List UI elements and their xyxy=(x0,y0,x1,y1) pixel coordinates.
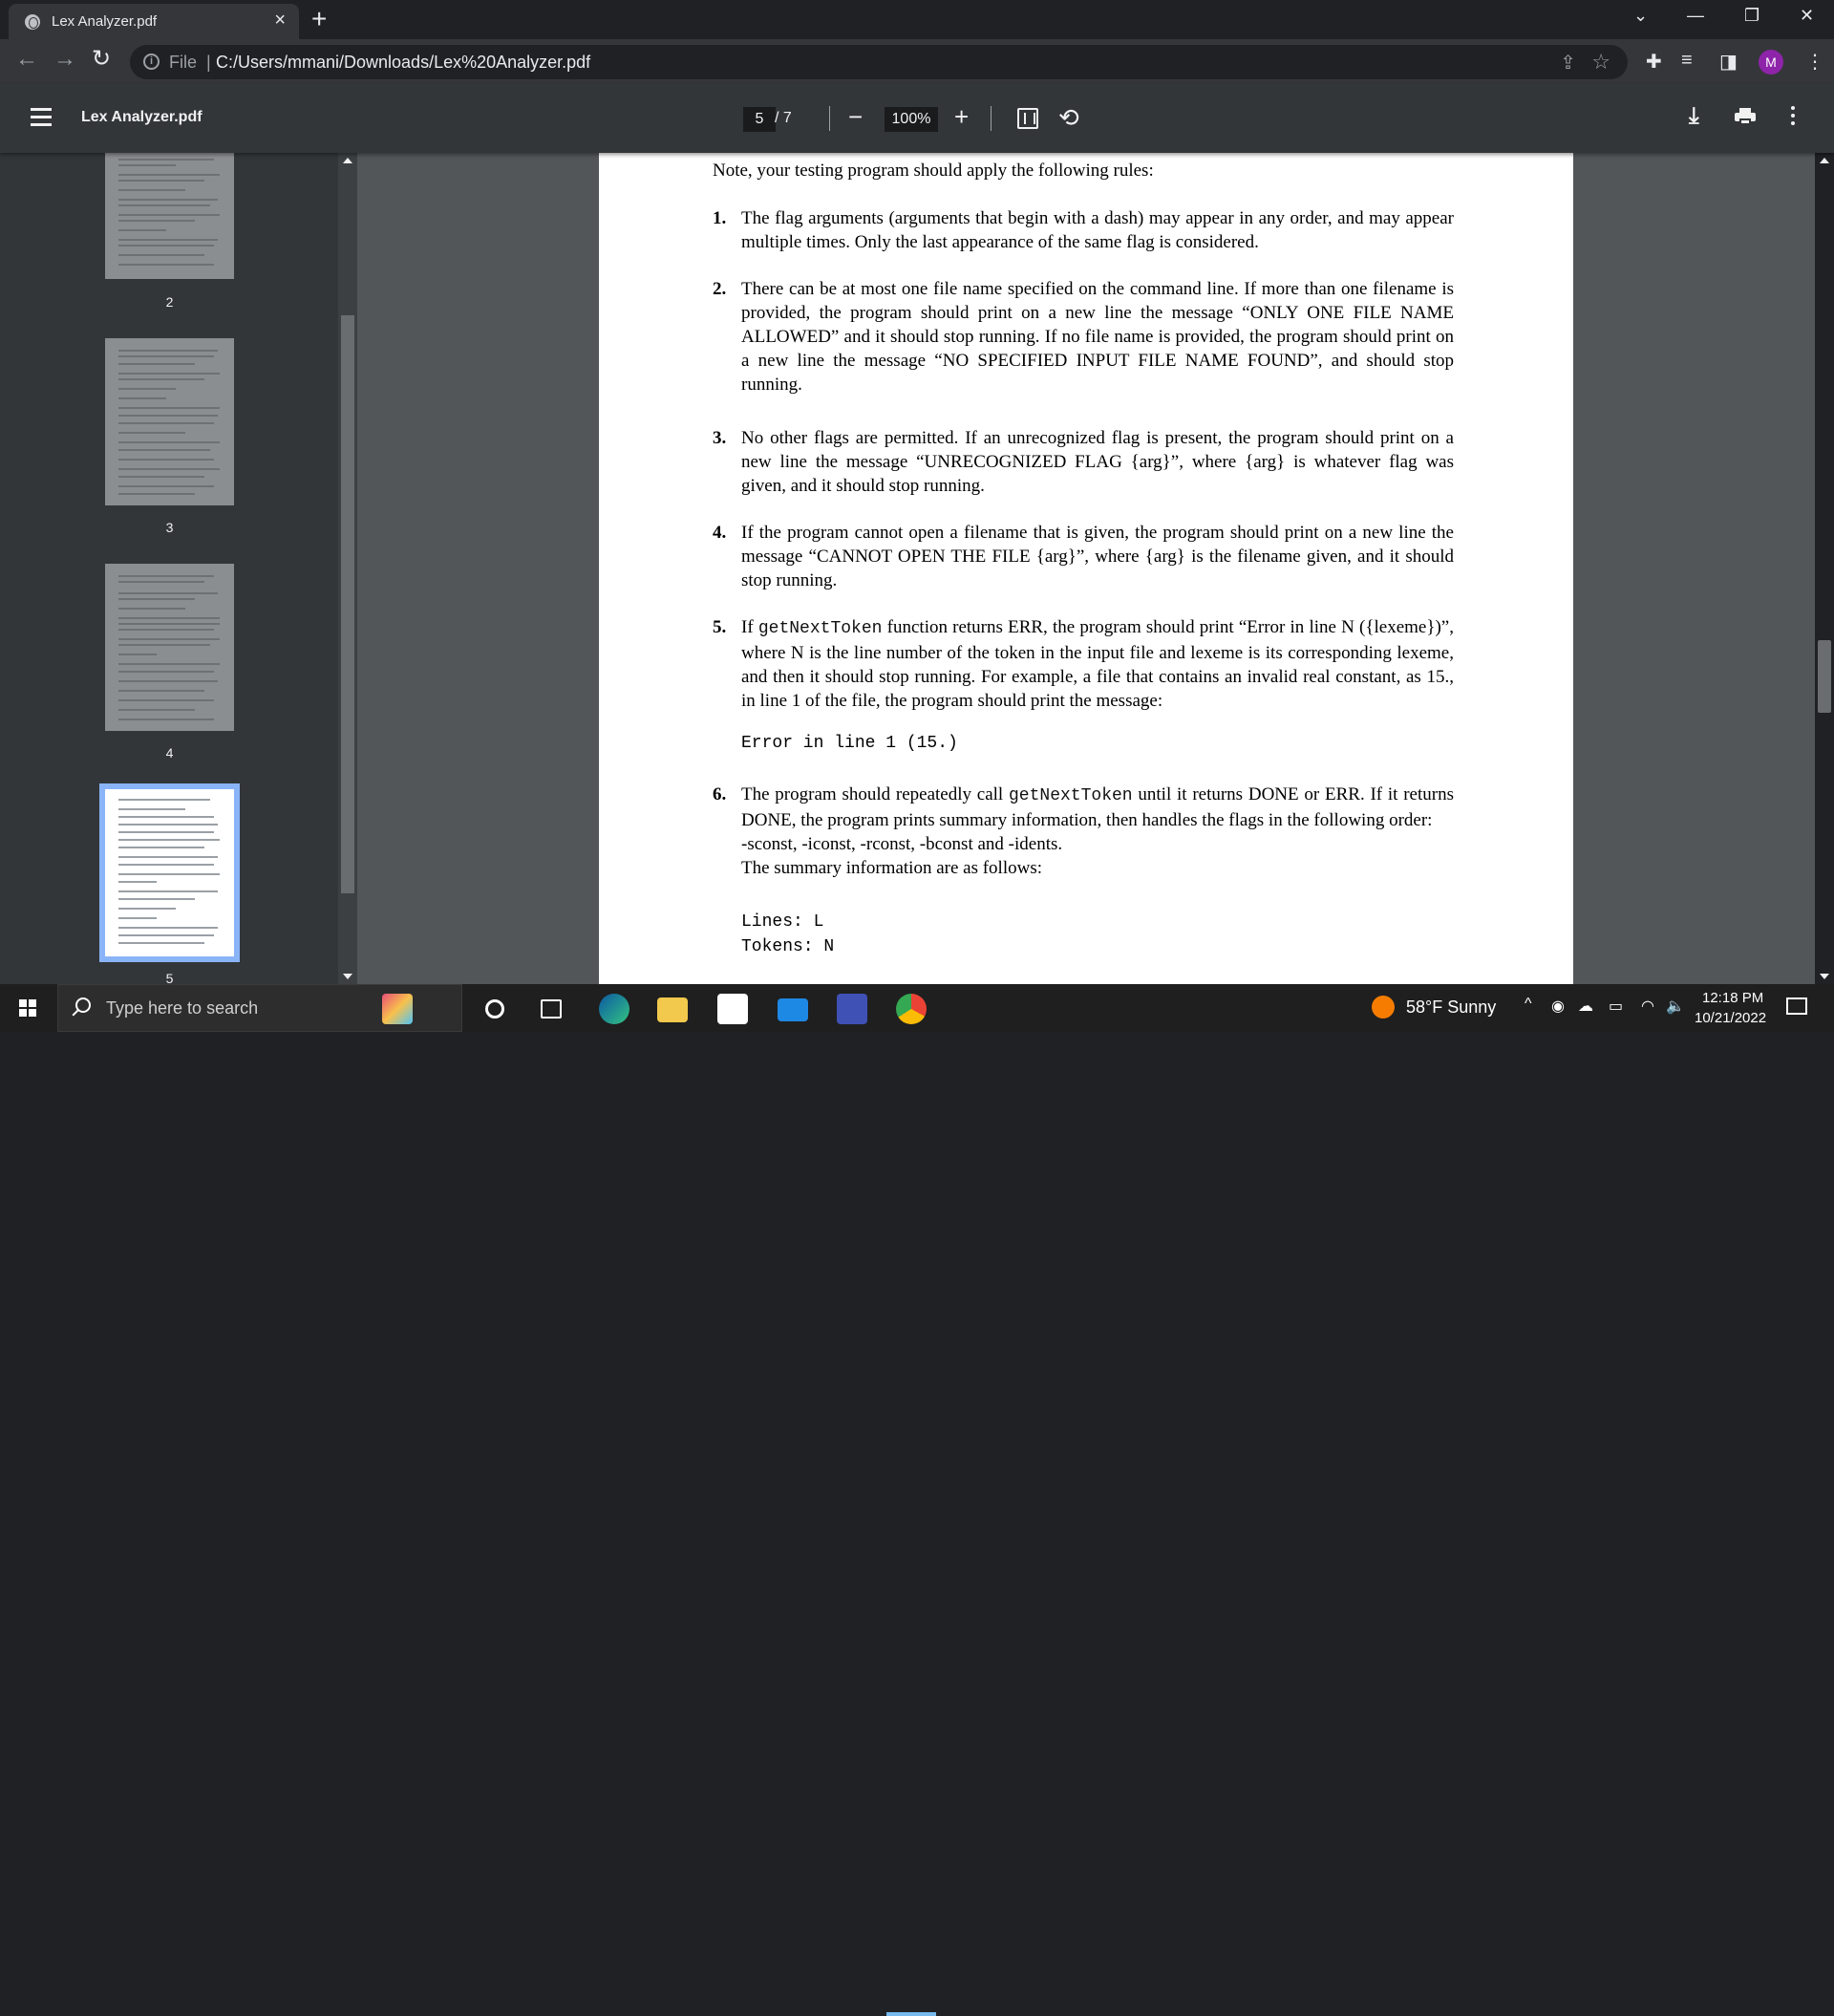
scrollbar-thumb[interactable] xyxy=(1818,640,1831,713)
zoom-out-icon[interactable]: − xyxy=(848,102,864,131)
error-example-code: Error in line 1 (15.) xyxy=(741,734,958,753)
rule-item xyxy=(713,783,1454,880)
rules-intro: Note, your testing program should apply the following rules: xyxy=(713,161,1154,181)
show-hidden-icons-icon[interactable]: ^ xyxy=(1525,996,1532,1012)
task-view-icon[interactable] xyxy=(541,999,562,1019)
rule-text: No other flags are permitted. If an unrecognized flag is present, the program should print on a new line the message “UNRECOGNIZED FLAG {arg}”, where {arg} is whatever flag was given, and it should stop running. xyxy=(741,428,1454,496)
rule-number: 5. xyxy=(713,617,727,637)
document-title: Lex Analyzer.pdf xyxy=(81,109,203,125)
clock-date[interactable]: 10/21/2022 xyxy=(1695,1010,1767,1026)
zoom-in-icon[interactable]: + xyxy=(954,102,970,131)
summary-intro-line: The summary information are as follows: xyxy=(741,858,1043,878)
chrome-menu-icon[interactable]: ⋮ xyxy=(1805,52,1824,73)
browser-tab[interactable] xyxy=(9,4,299,39)
sidebar-scrollbar[interactable] xyxy=(338,153,357,984)
meet-now-icon[interactable]: ◉ xyxy=(1551,998,1565,1015)
toolbar-divider xyxy=(829,106,830,131)
thumbnail-page-number: 2 xyxy=(165,294,174,310)
tab-search-icon[interactable]: ⌄ xyxy=(1633,6,1649,25)
battery-icon[interactable]: ▭ xyxy=(1609,998,1624,1015)
rule-number: 3. xyxy=(713,428,727,448)
close-tab-icon[interactable]: × xyxy=(274,10,286,31)
rule-item xyxy=(713,521,1454,592)
page-thumbnail-active[interactable] xyxy=(105,789,234,956)
summary-line: Tokens: N xyxy=(741,937,835,956)
minimize-icon[interactable]: — xyxy=(1687,6,1704,25)
onedrive-cloud-icon[interactable]: ☁ xyxy=(1578,998,1593,1015)
scroll-up-arrow-icon[interactable] xyxy=(343,158,352,163)
browser-tab-strip xyxy=(0,0,1834,39)
rule-number: 2. xyxy=(713,279,727,299)
rotate-icon[interactable]: ⟲ xyxy=(1058,103,1079,132)
forward-icon[interactable]: → xyxy=(53,46,76,72)
scrollbar-thumb[interactable] xyxy=(341,315,354,893)
windows-taskbar xyxy=(0,984,1834,1032)
zoom-level-input[interactable]: 100% xyxy=(885,107,938,132)
globe-icon xyxy=(25,14,40,30)
mail-icon[interactable] xyxy=(778,998,808,1021)
thumbnail-page-number: 4 xyxy=(165,745,174,761)
extensions-puzzle-icon[interactable]: ✚ xyxy=(1646,52,1662,73)
url-divider: | xyxy=(206,53,211,72)
download-icon[interactable]: ⤓ xyxy=(1689,103,1699,129)
document-scrollbar[interactable] xyxy=(1815,153,1834,984)
share-icon[interactable]: ⇪ xyxy=(1560,53,1576,74)
weather-text[interactable]: 58°F Sunny xyxy=(1406,997,1497,1017)
rule-text: If the program cannot open a filename that is given, the program should print on a new line the message “CANNOT OPEN THE FILE {arg}”, where {arg} is the filename given, and it should stop running. xyxy=(741,523,1454,590)
active-app-indicator xyxy=(886,2012,936,2016)
rule-text: If getNextToken function returns ERR, the program should print “Error in line N ({lexeme})”, where N is the line number of the token in the input file and lexeme is its corresponding lexeme, and then it should stop running. For example, a file that contains an invalid real constant, as 15., in line 1 of the file, the program should print the message: xyxy=(741,617,1454,711)
cortana-icon[interactable] xyxy=(485,999,504,1019)
thumbnail-page-number: 5 xyxy=(165,971,174,984)
page-thumbnail[interactable] xyxy=(105,153,234,279)
weather-sun-icon[interactable] xyxy=(1372,996,1395,1019)
document-viewport xyxy=(357,153,1815,984)
menu-hamburger-icon[interactable] xyxy=(31,108,52,127)
microsoft-store-icon[interactable] xyxy=(717,994,748,1024)
page-thumbnail[interactable] xyxy=(105,564,234,731)
volume-icon[interactable]: 🔈 xyxy=(1666,998,1685,1015)
side-panel-icon[interactable]: ◨ xyxy=(1719,52,1738,73)
chrome-taskbar-icon[interactable] xyxy=(896,994,927,1024)
browser-toolbar xyxy=(0,39,1834,84)
close-window-icon[interactable]: ✕ xyxy=(1800,6,1815,25)
fit-page-icon[interactable] xyxy=(1017,108,1038,129)
thumbnail-page-number: 3 xyxy=(165,520,174,535)
windows-start-icon[interactable] xyxy=(19,999,36,1017)
rule-text: The flag arguments (arguments that begin with a dash) may appear in any order, and may appear multiple times. Only the last appearance of the same flag is considered. xyxy=(741,208,1454,252)
thumbnail-sidebar xyxy=(0,153,338,984)
rule-number: 1. xyxy=(713,208,727,228)
scroll-down-arrow-icon[interactable] xyxy=(343,974,352,979)
pdf-page xyxy=(599,153,1573,984)
search-placeholder: Type here to search xyxy=(106,998,259,1018)
rule-text: The program should repeatedly call getNextToken until it returns DONE or ERR. If it returns DONE, the program prints summary information, then handles the flags in the following order: xyxy=(741,784,1454,830)
page-thumbnail[interactable] xyxy=(105,338,234,505)
info-icon[interactable]: i xyxy=(143,54,160,70)
rule-text: There can be at most one file name specified on the command line. If more than one filename is provided, the program should print on a new line the message “ONLY ONE FILE NAME ALLOWED” and it should stop running. If no file name is provided, the program should print on a new line the message “NO SPECIFIED INPUT FILE NAME FOUND”, and should stop running. xyxy=(741,279,1454,395)
url-text[interactable]: C:/Users/mmani/Downloads/Lex%20Analyzer.pdf xyxy=(216,53,591,72)
rule-number: 4. xyxy=(713,523,727,543)
rule-item xyxy=(713,206,1454,254)
back-icon[interactable]: ← xyxy=(15,46,38,72)
file-explorer-icon[interactable] xyxy=(657,997,688,1022)
new-tab-button[interactable]: + xyxy=(311,4,328,33)
toolbar-divider xyxy=(991,106,992,131)
reading-list-icon[interactable]: ≡ xyxy=(1681,50,1693,71)
code-function-name: getNextToken xyxy=(1008,786,1133,805)
address-bar[interactable] xyxy=(130,45,1628,79)
search-highlight-icon[interactable] xyxy=(382,994,413,1024)
tab-title: Lex Analyzer.pdf xyxy=(52,13,158,30)
code-function-name: getNextToken xyxy=(757,619,883,638)
rule-item xyxy=(713,426,1454,498)
scroll-up-arrow-icon[interactable] xyxy=(1820,158,1829,163)
pdf-toolbar xyxy=(0,84,1834,153)
notification-center-icon[interactable] xyxy=(1786,997,1807,1015)
profile-avatar[interactable]: M xyxy=(1759,50,1783,75)
bookmark-star-icon[interactable]: ☆ xyxy=(1591,50,1610,74)
clock-time[interactable]: 12:18 PM xyxy=(1702,990,1764,1006)
print-icon[interactable] xyxy=(1735,108,1756,125)
page-total: / 7 xyxy=(775,110,792,126)
summary-line: Lines: L xyxy=(741,912,824,932)
more-options-icon[interactable] xyxy=(1791,106,1795,129)
page-number-input[interactable]: 5 xyxy=(743,107,776,132)
search-icon xyxy=(75,997,91,1013)
rule-item xyxy=(713,615,1454,713)
rule-item xyxy=(713,277,1454,397)
reload-icon[interactable]: ↻ xyxy=(92,46,112,72)
scroll-down-arrow-icon[interactable] xyxy=(1820,974,1829,979)
rule-number: 6. xyxy=(713,784,727,804)
edge-browser-icon[interactable] xyxy=(599,994,629,1024)
visual-studio-icon[interactable] xyxy=(837,994,867,1024)
restore-icon[interactable]: ❐ xyxy=(1744,6,1760,25)
wifi-icon[interactable]: ◠ xyxy=(1641,998,1654,1015)
flag-order-line: -sconst, -iconst, -rconst, -bconst and -idents. xyxy=(741,834,1063,854)
url-scheme: File xyxy=(169,53,198,72)
